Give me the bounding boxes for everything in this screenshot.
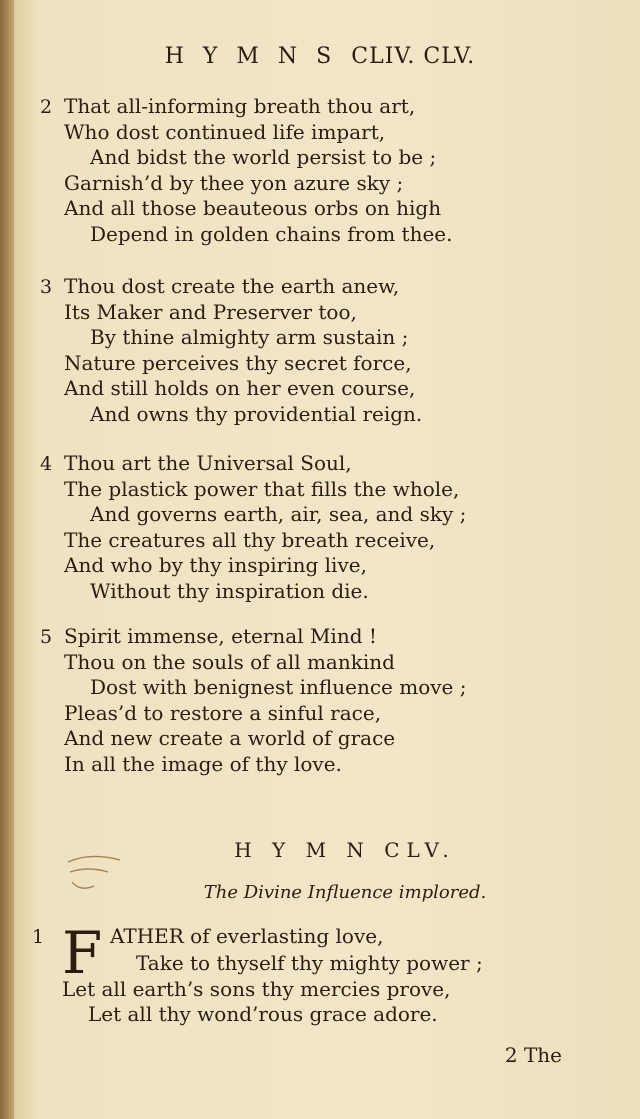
verse-line: Without thy inspiration die. (90, 578, 369, 603)
hymn-subtitle: The Divine Influence implored. (203, 882, 487, 903)
verse-line: Pleas’d to restore a sinful race, (64, 700, 382, 725)
verse-line: And new create a world of grace (64, 726, 396, 750)
verse-line: And governs earth, air, sea, and sky ; (90, 502, 467, 526)
verse-line: And still holds on her even course, (64, 376, 416, 400)
verse-line: Take to thyself thy mighty power ; (136, 951, 483, 975)
verse-line: And bidst the world persist to be ; (90, 145, 437, 169)
verse-line: In all the image of thy love. (64, 751, 342, 776)
stanza-2 (40, 94, 620, 247)
verse-line: Dost with benignest influence move ; (90, 675, 467, 699)
catchword: 2 The (504, 1043, 562, 1067)
running-head (0, 44, 640, 69)
verse-line: Thou art the Universal Soul, (64, 451, 352, 475)
verse-line: The plastick power that fills the whole, (64, 476, 460, 501)
verse-line: ATHER of everlasting love, (110, 924, 384, 948)
verse-line: Thou dost create the earth anew, (64, 274, 400, 298)
verse-line: Nature perceives thy secret force, (64, 350, 412, 375)
verse-line: Depend in golden chains from thee. (90, 221, 453, 246)
verse-line: Garnish’d by thee yon azure sky ; (64, 170, 404, 195)
running-head-numbers: CLIV. CLV. (351, 44, 476, 69)
verse-line: That all-informing breath thou art, (64, 94, 416, 118)
running-head-title: H Y M N S (164, 44, 338, 69)
stanza-5 (40, 624, 620, 777)
verse-line: By thine almighty arm sustain ; (90, 325, 409, 349)
verse-line: And owns thy providential reign. (90, 401, 423, 426)
verse-line: The creatures all thy breath receive, (64, 527, 436, 552)
verse-line: Let all earth’s sons thy mercies prove, (62, 977, 451, 1001)
stanza-number: 4 (40, 453, 53, 475)
verse-line: Let all thy wond’rous grace adore. (88, 1002, 438, 1026)
verse-line: Who dost continued life impart, (64, 119, 386, 144)
stanza-number: 3 (40, 276, 53, 298)
stanza-number: 5 (40, 626, 53, 648)
verse-line: Spirit immense, eternal Mind ! (64, 624, 377, 648)
stanza-3 (40, 274, 620, 427)
drop-cap: F (62, 919, 103, 987)
hymn-title: H Y M N CLV. (234, 838, 456, 862)
verse-line: Its Maker and Preserver too, (64, 299, 357, 324)
verse-line: And who by thy inspiring live, (64, 553, 367, 577)
stanza-4 (40, 451, 620, 604)
stanza-number: 1 (32, 926, 45, 948)
page-gutter (0, 0, 14, 1119)
verse-line: Thou on the souls of all mankind (64, 649, 395, 674)
verse-line: And all those beauteous orbs on high (64, 196, 442, 220)
stanza-number: 2 (40, 96, 53, 118)
